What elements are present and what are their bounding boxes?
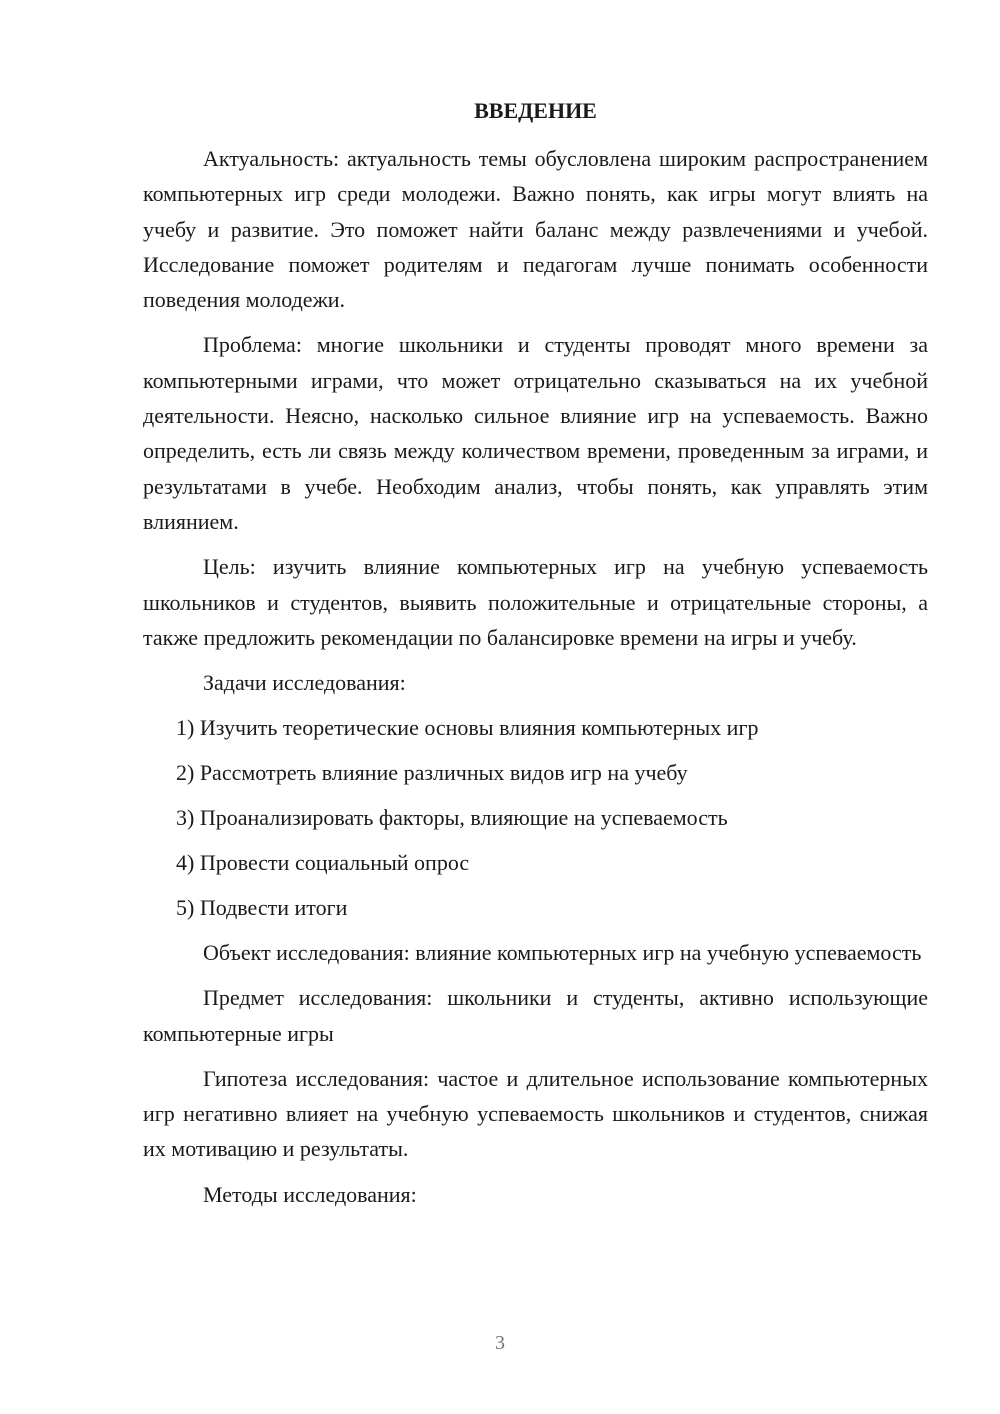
list-item: 5) Подвести итоги — [176, 895, 348, 921]
tasks-heading: Задачи исследования: — [203, 670, 406, 696]
methods-heading: Методы исследования: — [203, 1181, 417, 1207]
page-title: ВВЕДЕНИЕ — [474, 98, 597, 123]
page-number: 3 — [495, 1332, 505, 1354]
list-item: 3) Проанализировать факторы, влияющие на успеваемость — [176, 805, 728, 831]
goal-paragraph: Цель: изучить влияние компьютерных игр на учебную успеваемость школьников и студентов, выявить положительные и отрицательные стороны, а также предложить рекомендации по балансировке времени на игры и учебу. — [143, 554, 928, 650]
list-item: 4) Провести социальный опрос — [176, 850, 470, 876]
relevance-paragraph: Актуальность: актуальность темы обусловлена широким распространением компьютерных игр среди молодежи. Важно понять, как игры могут влиять на учебу и развитие. Это поможет найти баланс между развлечениями и учебой. Исследование поможет родителям и педагогам лучше понимать особенности поведения молодежи. — [143, 146, 928, 313]
list-item: 2) Рассмотреть влияние различных видов игр на учебу — [176, 760, 688, 786]
list-item: 1) Изучить теоретические основы влияния компьютерных игр — [176, 715, 759, 741]
tasks-list — [143, 710, 928, 925]
document-page — [143, 94, 928, 1222]
problem-paragraph: Проблема: многие школьники и студенты проводят много времени за компьютерными играми, что может отрицательно сказываться на их учебной деятельности. Неясно, насколько сильное влияние игр на успеваемость. Важно определить, есть ли связь между количеством времени, проведенным за играми, и результатами в учебе. Необходим анализ, чтобы понять, как управлять этим влиянием. — [143, 332, 928, 534]
object-paragraph: Объект исследования: влияние компьютерных игр на учебную успеваемость — [203, 939, 922, 965]
subject-paragraph: Предмет исследования: школьники и студенты, активно использующие компьютерные игры — [143, 985, 928, 1046]
hypothesis-paragraph: Гипотеза исследования: частое и длительное использование компьютерных игр негативно влияет на учебную успеваемость школьников и студентов, снижая их мотивацию и результаты. — [143, 1065, 928, 1162]
